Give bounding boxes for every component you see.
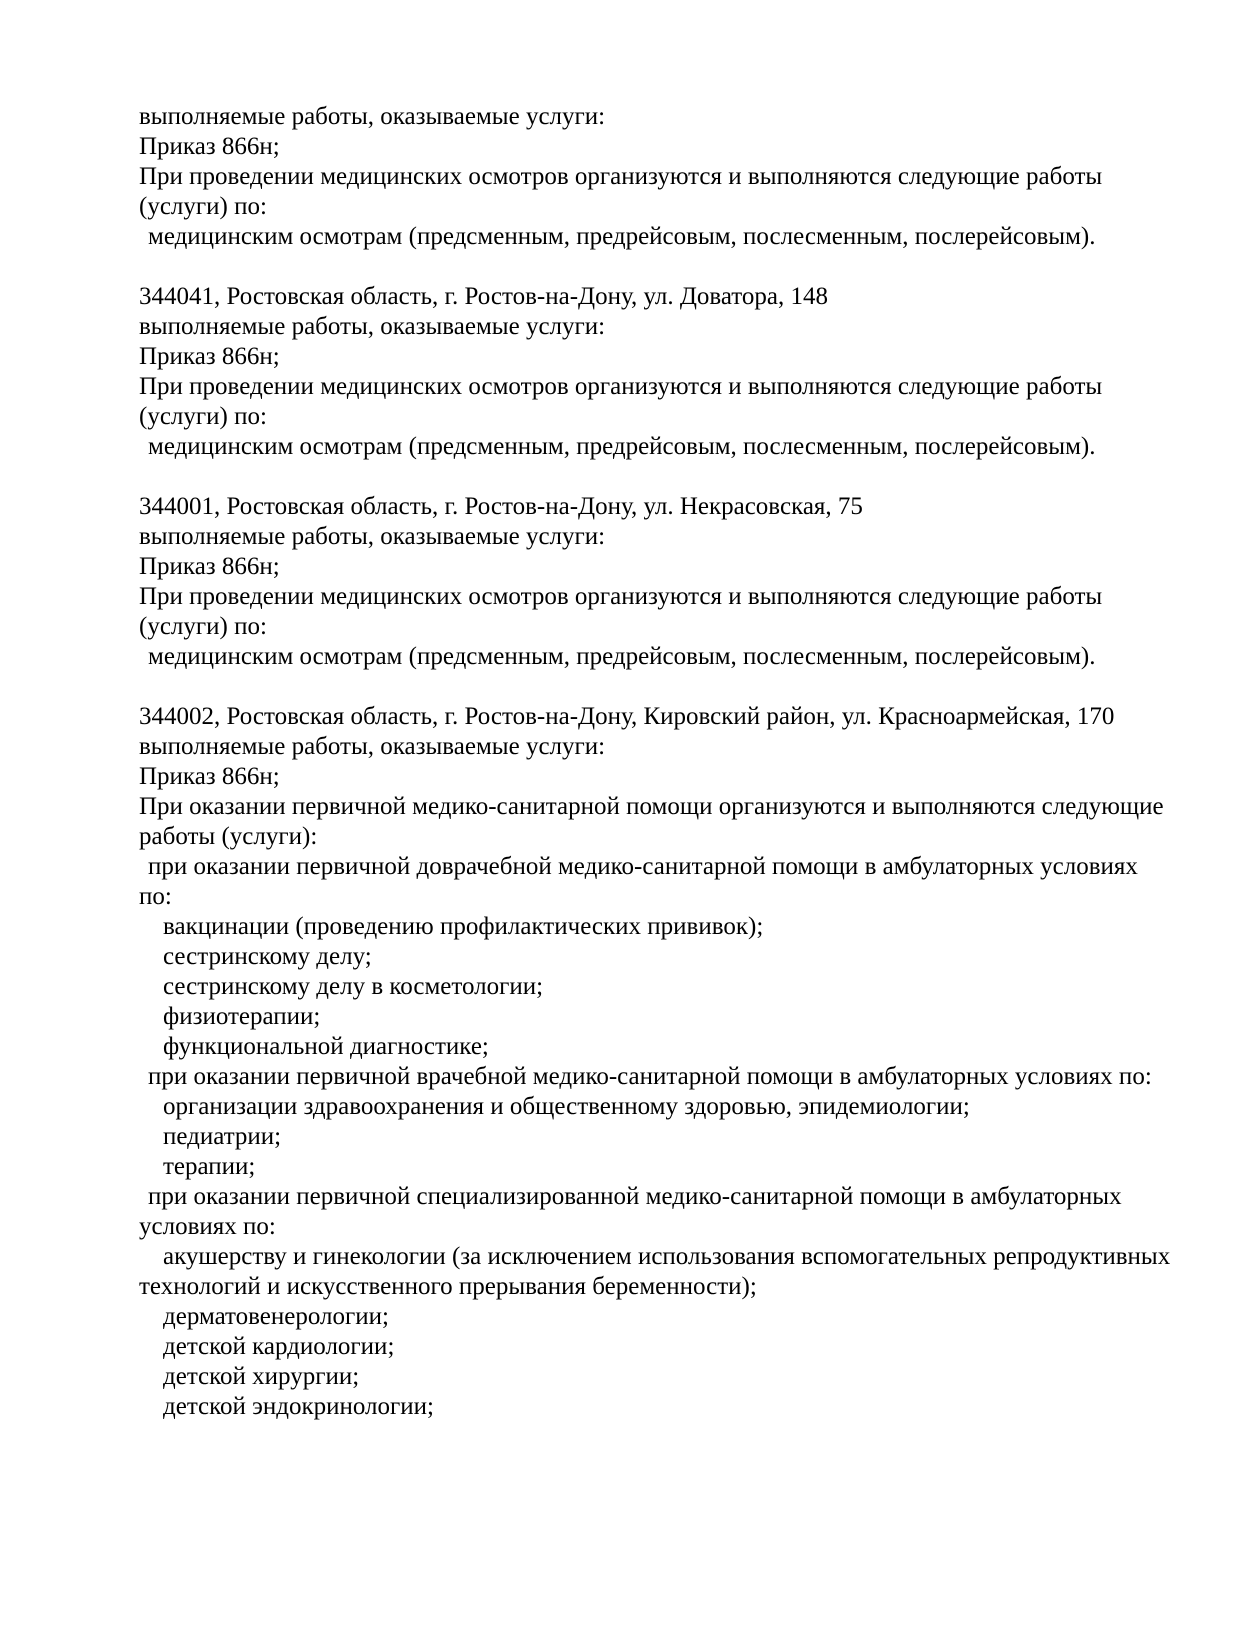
text-line: технологий и искусственного прерывания беременности); <box>139 1273 757 1300</box>
text-line: детской кардиологии; <box>163 1333 395 1360</box>
text-line: выполняемые работы, оказываемые услуги: <box>139 523 606 550</box>
text-line: физиотерапии; <box>163 1003 321 1030</box>
text-line: При проведении медицинских осмотров организуются и выполняются следующие работы <box>139 583 1103 610</box>
text-line: Приказ 866н; <box>139 553 280 580</box>
text-line: при оказании первичной доврачебной медико-санитарной помощи в амбулаторных условиях <box>148 853 1138 880</box>
text-line: при оказании первичной специализированной медико-санитарной помощи в амбулаторных <box>148 1183 1122 1210</box>
text-line: (услуги) по: <box>139 613 267 640</box>
text-line: организации здравоохранения и общественному здоровью, эпидемиологии; <box>163 1093 970 1120</box>
text-line: медицинским осмотрам (предсменным, предрейсовым, послесменным, послерейсовым). <box>148 223 1096 250</box>
document-block <box>139 102 1210 252</box>
text-line: сестринскому делу в косметологии; <box>163 973 544 1000</box>
text-line: При проведении медицинских осмотров организуются и выполняются следующие работы <box>139 373 1103 400</box>
text-line: при оказании первичной врачебной медико-санитарной помощи в амбулаторных условиях по: <box>148 1063 1152 1090</box>
text-line: выполняемые работы, оказываемые услуги: <box>139 313 606 340</box>
text-line: детской эндокринологии; <box>163 1393 434 1420</box>
text-line: Приказ 866н; <box>139 343 280 370</box>
text-line: терапии; <box>163 1153 256 1180</box>
text-line: (услуги) по: <box>139 193 267 220</box>
text-line: по: <box>139 883 172 910</box>
address-line: 344002, Ростовская область, г. Ростов-на-Дону, Кировский район, ул. Красноармейская, 170 <box>139 703 1115 730</box>
address-line: 344041, Ростовская область, г. Ростов-на-Дону, ул. Доватора, 148 <box>139 283 828 310</box>
text-line: При оказании первичной медико-санитарной помощи организуются и выполняются следующие <box>139 793 1164 820</box>
text-line: выполняемые работы, оказываемые услуги: <box>139 733 606 760</box>
text-line: медицинским осмотрам (предсменным, предрейсовым, послесменным, послерейсовым). <box>148 433 1096 460</box>
text-line: Приказ 866н; <box>139 133 280 160</box>
text-line: детской хирургии; <box>163 1363 360 1390</box>
document-block <box>139 702 1210 1422</box>
text-line: Приказ 866н; <box>139 763 280 790</box>
text-line: функциональной диагностике; <box>163 1033 489 1060</box>
text-line: условиях по: <box>139 1213 276 1240</box>
text-line: вакцинации (проведению профилактических прививок); <box>163 913 764 940</box>
text-line: При проведении медицинских осмотров организуются и выполняются следующие работы <box>139 163 1103 190</box>
text-line: медицинским осмотрам (предсменным, предрейсовым, послесменным, послерейсовым). <box>148 643 1096 670</box>
text-line: педиатрии; <box>163 1123 282 1150</box>
text-line: сестринскому делу; <box>163 943 372 970</box>
text-line: (услуги) по: <box>139 403 267 430</box>
text-line: акушерству и гинекологии (за исключением использования вспомогательных репродуктивных <box>163 1243 1171 1270</box>
address-line: 344001, Ростовская область, г. Ростов-на-Дону, ул. Некрасовская, 75 <box>139 493 863 520</box>
text-line: работы (услуги): <box>139 823 318 850</box>
document-block <box>139 492 1210 672</box>
text-line: дерматовенерологии; <box>163 1303 389 1330</box>
document-block <box>139 282 1210 462</box>
text-line: выполняемые работы, оказываемые услуги: <box>139 103 606 130</box>
